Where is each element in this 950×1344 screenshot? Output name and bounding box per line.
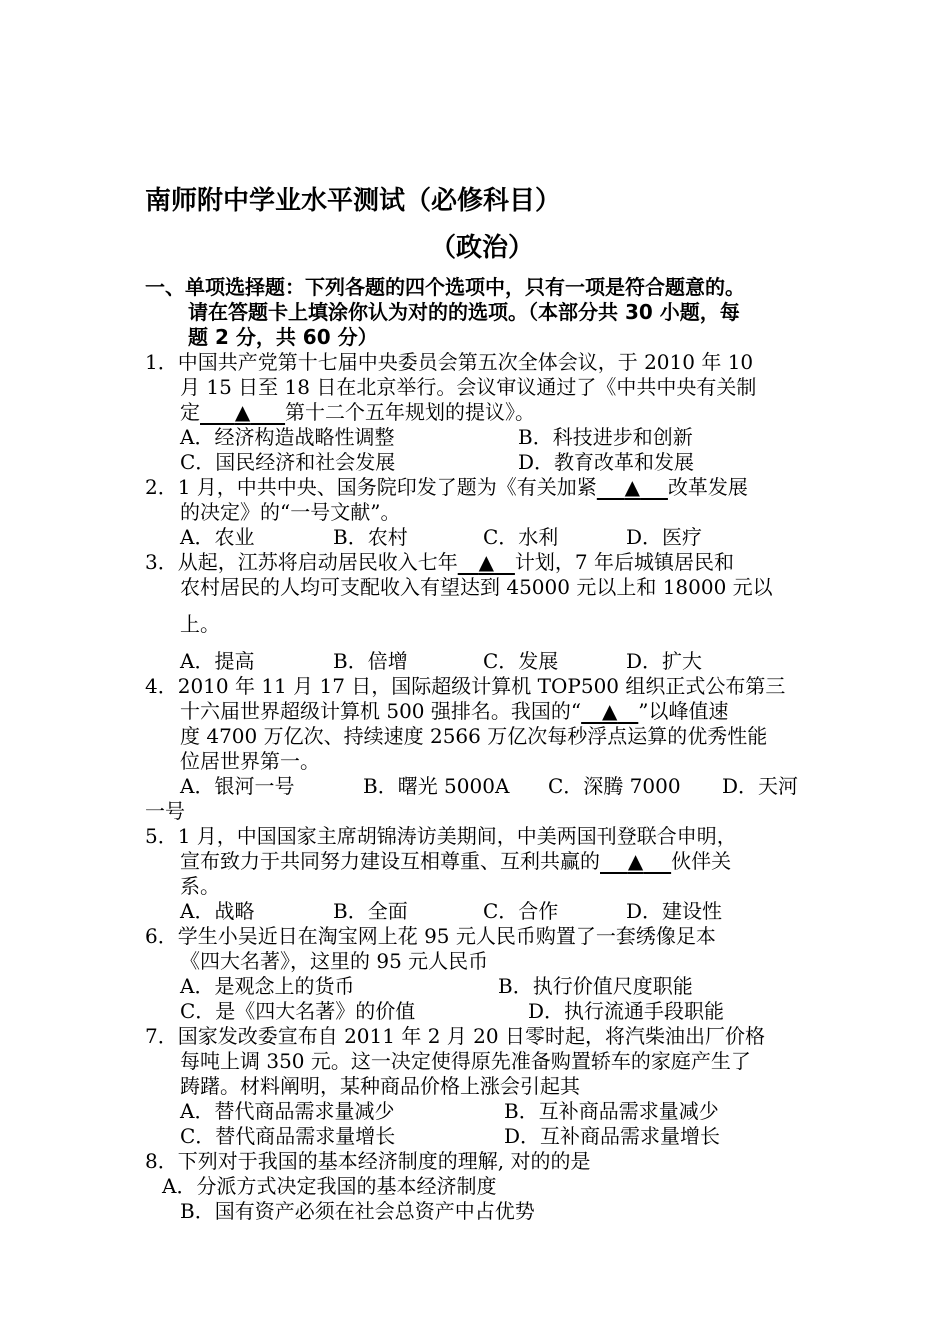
answer-blank: ▲ bbox=[627, 849, 644, 873]
q7-line3: 踌躇。材料阐明，某种商品价格上涨会引起其 bbox=[180, 1074, 580, 1098]
q4-option-d: D．天河 bbox=[722, 774, 799, 798]
section-instruction-line1: 一、单项选择题：下列各题的四个选项中，只有一项是符合题意的。 bbox=[145, 275, 745, 299]
q5-option-a: A．战略 bbox=[180, 899, 255, 923]
q2-option-b: B．农村 bbox=[333, 525, 408, 549]
q3-line2: 农村居民的人均可支配收入有望达到 45000 元以上和 18000 元以 bbox=[180, 575, 773, 599]
page-subtitle: （政治） bbox=[430, 233, 535, 263]
answer-blank: ▲ bbox=[234, 400, 251, 424]
q4-line3: 度 4700 万亿次、持续速度 2566 万亿次每秒浮点运算的优秀性能 bbox=[180, 724, 768, 748]
q1-line1: 1．中国共产党第十七届中央委员会第五次全体会议，于 2010 年 10 bbox=[145, 350, 754, 374]
q3-line1: 3．从起，江苏将启动居民收入七年 ▲ 计划，7 年后城镇居民和 bbox=[145, 550, 734, 574]
q2-option-a: A．农业 bbox=[180, 525, 255, 549]
q2-option-d: D．医疗 bbox=[626, 525, 703, 549]
answer-blank: ▲ bbox=[624, 475, 641, 499]
q7-option-c: C．替代商品需求量增长 bbox=[180, 1124, 396, 1148]
q6-line2: 《四大名著》，这里的 95 元人民币 bbox=[180, 949, 489, 973]
q3-line3: 上。 bbox=[180, 612, 220, 636]
q4-option-d-continued: 一号 bbox=[145, 799, 185, 823]
q7-option-b: B．互补商品需求量减少 bbox=[504, 1099, 719, 1123]
q8-line1: 8．下列对于我国的基本经济制度的理解, 对的的是 bbox=[145, 1149, 591, 1173]
q4-line2: 十六届世界超级计算机 500 强排名。我国的“ ▲ ”以峰值速 bbox=[180, 699, 729, 723]
q5-line2: 宣布致力于共同努力建设互相尊重、互利共赢的 ▲ 伙伴关 bbox=[180, 849, 732, 873]
q5-line3: 系。 bbox=[180, 874, 220, 898]
q6-option-c: C．是《四大名著》的价值 bbox=[180, 999, 416, 1023]
q2-option-c: C．水利 bbox=[483, 525, 559, 549]
q4-option-c: C．深腾 7000 bbox=[548, 774, 681, 798]
q1-option-c: C．国民经济和社会发展 bbox=[180, 450, 396, 474]
q7-line2: 每吨上调 350 元。这一决定使得原先准备购置轿车的家庭产生了 bbox=[180, 1049, 751, 1073]
q1-option-b: B．科技进步和创新 bbox=[518, 425, 693, 449]
q3-option-b: B．倍增 bbox=[333, 649, 408, 673]
q1-option-d: D．教育改革和发展 bbox=[518, 450, 695, 474]
q2-line2: 的决定》的“一号文献”。 bbox=[180, 500, 401, 524]
q1-option-a: A．经济构造战略性调整 bbox=[180, 425, 395, 449]
q5-option-d: D．建设性 bbox=[626, 899, 723, 923]
q8-option-a: A．分派方式决定我国的基本经济制度 bbox=[162, 1174, 497, 1198]
q4-line4: 位居世界第一。 bbox=[180, 749, 320, 773]
q7-option-a: A．替代商品需求量减少 bbox=[180, 1099, 395, 1123]
q5-line1: 5．1 月，中国国家主席胡锦涛访美期间，中美两国刊登联合申明， bbox=[145, 824, 737, 848]
answer-blank: ▲ bbox=[478, 550, 495, 574]
answer-blank: ▲ bbox=[602, 699, 618, 723]
q4-option-a: A．银河一号 bbox=[180, 774, 295, 798]
q2-line1: 2．1 月，中共中央、国务院印发了题为《有关加紧 ▲ 改革发展 bbox=[145, 475, 748, 499]
q1-line3: 定 ▲ 第十二个五年规划的提议》。 bbox=[180, 400, 536, 424]
q7-line1: 7．国家发改委宣布自 2011 年 2 月 20 日零时起，将汽柴油出厂价格 bbox=[145, 1024, 765, 1048]
q4-line1: 4．2010 年 11 月 17 日，国际超级计算机 TOP500 组织正式公布第三 bbox=[145, 674, 786, 698]
q4-option-b: B．曙光 5000A bbox=[363, 774, 510, 798]
q3-option-d: D．扩大 bbox=[626, 649, 703, 673]
q1-line2: 月 15 日至 18 日在北京举行。会议审议通过了《中共中央有关制 bbox=[180, 375, 757, 399]
q6-line1: 6．学生小吴近日在淘宝网上花 95 元人民币购置了一套绣像足本 bbox=[145, 924, 716, 948]
q3-option-c: C．发展 bbox=[483, 649, 559, 673]
section-instruction-line2: 请在答题卡上填涂你认为对的的选项。（本部分共 30 小题，每 bbox=[188, 300, 740, 324]
section-instruction-line3: 题 2 分，共 60 分） bbox=[188, 325, 378, 349]
q6-option-a: A．是观念上的货币 bbox=[180, 974, 355, 998]
q5-option-c: C．合作 bbox=[483, 899, 559, 923]
q6-option-d: D．执行流通手段职能 bbox=[528, 999, 725, 1023]
q6-option-b: B．执行价值尺度职能 bbox=[498, 974, 693, 998]
q7-option-d: D．互补商品需求量增长 bbox=[504, 1124, 721, 1148]
page-title: 南师附中学业水平测试（必修科目） bbox=[145, 186, 562, 216]
q5-option-b: B．全面 bbox=[333, 899, 408, 923]
q3-option-a: A．提高 bbox=[180, 649, 255, 673]
q8-option-b: B．国有资产必须在社会总资产中占优势 bbox=[180, 1199, 535, 1223]
